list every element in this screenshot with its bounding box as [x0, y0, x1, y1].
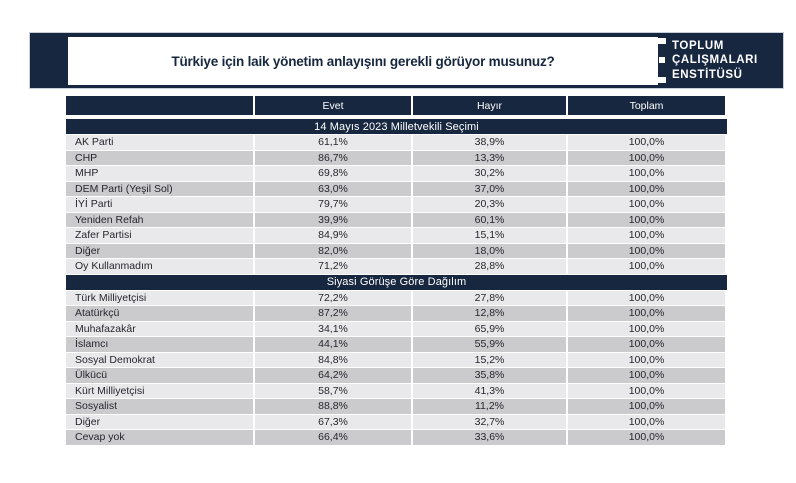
cell-evet: 79,7%	[255, 197, 411, 212]
cell-hayir: 11,2%	[413, 399, 566, 414]
cell-evet: 71,2%	[255, 259, 411, 274]
institute-name-line1: TOPLUM	[672, 39, 724, 52]
cell-hayir: 15,1%	[413, 228, 566, 243]
column-header	[66, 96, 253, 115]
cell-hayir: 37,0%	[413, 182, 566, 197]
table-row	[66, 228, 727, 243]
cell-hayir: 18,0%	[413, 244, 566, 259]
institute-name	[672, 39, 758, 83]
cell-evet: 39,9%	[255, 213, 411, 228]
header-band	[30, 33, 783, 88]
row-label: Türk Milliyetçisi	[66, 291, 253, 306]
cell-evet: 86,7%	[255, 151, 411, 166]
cell-toplam: 100,0%	[568, 353, 725, 368]
question-box	[68, 37, 658, 85]
cell-evet: 72,2%	[255, 291, 411, 306]
cell-hayir: 30,2%	[413, 166, 566, 181]
table-row	[66, 399, 727, 414]
cell-evet: 61,1%	[255, 135, 411, 150]
row-label: DEM Parti (Yeşil Sol)	[66, 182, 253, 197]
row-label: İYİ Parti	[66, 197, 253, 212]
row-label: Muhafazakâr	[66, 322, 253, 337]
cell-evet: 64,2%	[255, 368, 411, 383]
table-row	[66, 384, 727, 399]
row-label: Zafer Partisi	[66, 228, 253, 243]
cell-evet: 66,4%	[255, 430, 411, 445]
cell-hayir: 35,8%	[413, 368, 566, 383]
institute-logo	[644, 37, 758, 84]
row-label: CHP	[66, 151, 253, 166]
table-row	[66, 197, 727, 212]
cell-evet: 69,8%	[255, 166, 411, 181]
row-label: Ülkücü	[66, 368, 253, 383]
table-row	[66, 182, 727, 197]
cell-toplam: 100,0%	[568, 259, 725, 274]
institute-name-line3: ENSTİTÜSÜ	[672, 68, 743, 81]
section-header: 14 Mayıs 2023 Milletvekili Seçimi	[66, 119, 727, 134]
table-row	[66, 166, 727, 181]
cell-hayir: 41,3%	[413, 384, 566, 399]
cell-toplam: 100,0%	[568, 228, 725, 243]
table-row	[66, 306, 727, 321]
table-row	[66, 322, 727, 337]
cell-hayir: 15,2%	[413, 353, 566, 368]
cell-toplam: 100,0%	[568, 197, 725, 212]
cell-toplam: 100,0%	[568, 337, 725, 352]
cell-hayir: 20,3%	[413, 197, 566, 212]
row-label: Sosyal Demokrat	[66, 353, 253, 368]
table-row	[66, 337, 727, 352]
cell-toplam: 100,0%	[568, 306, 725, 321]
cell-hayir: 32,7%	[413, 415, 566, 430]
column-header: Evet	[255, 96, 411, 115]
row-label: Diğer	[66, 415, 253, 430]
section-header: Siyasi Görüşe Göre Dağılım	[66, 275, 727, 290]
cell-toplam: 100,0%	[568, 151, 725, 166]
cell-hayir: 55,9%	[413, 337, 566, 352]
cell-hayir: 38,9%	[413, 135, 566, 150]
cell-evet: 63,0%	[255, 182, 411, 197]
row-label: AK Parti	[66, 135, 253, 150]
table-row	[66, 368, 727, 383]
row-label: Cevap yok	[66, 430, 253, 445]
table-row	[66, 415, 727, 430]
cell-toplam: 100,0%	[568, 135, 725, 150]
cell-evet: 34,1%	[255, 322, 411, 337]
cell-toplam: 100,0%	[568, 244, 725, 259]
row-label: Diğer	[66, 244, 253, 259]
cell-evet: 84,9%	[255, 228, 411, 243]
cell-hayir: 33,6%	[413, 430, 566, 445]
cell-toplam: 100,0%	[568, 368, 725, 383]
table-row	[66, 151, 727, 166]
cell-evet: 87,2%	[255, 306, 411, 321]
cell-evet: 84,8%	[255, 353, 411, 368]
table-row	[66, 353, 727, 368]
table-row	[66, 244, 727, 259]
column-header: Hayır	[413, 96, 566, 115]
row-label: Kürt Milliyetçisi	[66, 384, 253, 399]
row-label: Yeniden Refah	[66, 213, 253, 228]
cell-toplam: 100,0%	[568, 182, 725, 197]
cell-hayir: 27,8%	[413, 291, 566, 306]
cell-toplam: 100,0%	[568, 291, 725, 306]
cell-evet: 88,8%	[255, 399, 411, 414]
cell-toplam: 100,0%	[568, 399, 725, 414]
table-row	[66, 291, 727, 306]
institute-monogram-icon	[644, 37, 666, 84]
cell-hayir: 12,8%	[413, 306, 566, 321]
table-row	[66, 430, 727, 445]
table-row	[66, 135, 727, 150]
cell-evet: 82,0%	[255, 244, 411, 259]
cell-hayir: 28,8%	[413, 259, 566, 274]
row-label: İslamcı	[66, 337, 253, 352]
cell-evet: 44,1%	[255, 337, 411, 352]
cell-toplam: 100,0%	[568, 430, 725, 445]
cell-evet: 58,7%	[255, 384, 411, 399]
table-row	[66, 213, 727, 228]
cell-toplam: 100,0%	[568, 415, 725, 430]
row-label: Sosyalist	[66, 399, 253, 414]
row-label: MHP	[66, 166, 253, 181]
column-header: Toplam	[568, 96, 725, 115]
cell-toplam: 100,0%	[568, 213, 725, 228]
cell-hayir: 65,9%	[413, 322, 566, 337]
results-table	[66, 96, 727, 446]
survey-question: Türkiye için laik yönetim anlayışını gerekli görüyor musunuz?	[171, 53, 555, 69]
cell-toplam: 100,0%	[568, 384, 725, 399]
table-header-row	[66, 96, 727, 115]
cell-evet: 67,3%	[255, 415, 411, 430]
cell-toplam: 100,0%	[568, 322, 725, 337]
institute-name-line2: ÇALIŞMALARI	[672, 54, 758, 67]
table-row	[66, 259, 727, 274]
row-label: Oy Kullanmadım	[66, 259, 253, 274]
cell-hayir: 13,3%	[413, 151, 566, 166]
cell-toplam: 100,0%	[568, 166, 725, 181]
cell-hayir: 60,1%	[413, 213, 566, 228]
row-label: Atatürkçü	[66, 306, 253, 321]
